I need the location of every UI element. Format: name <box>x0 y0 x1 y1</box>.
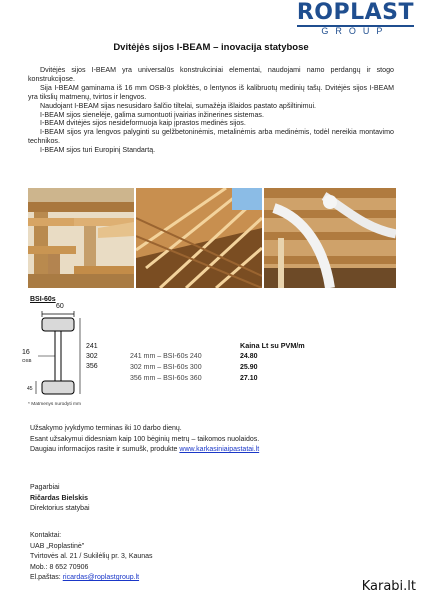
page-title: Dvitėjės sijos I-BEAM – inovacija statybose <box>113 42 309 53</box>
height-labels <box>86 342 98 372</box>
paragraph: I-BEAM sijos yra lengvos palyginti su gelžbetoninėmis, metalinėmis arba medinėmis, todėl nereikia montavimo technikos. <box>28 128 394 146</box>
order-discount: Esant užsakymui didesniam kaip 100 bėginių metrų – taikomos nuolaidos. <box>30 435 260 443</box>
photo-ceiling-ducts <box>264 188 396 288</box>
price-desc: 302 mm – BSI-60s 300 <box>130 364 202 371</box>
profile-label: BSI-60s <box>30 296 56 303</box>
photo-strip <box>28 188 396 288</box>
price-value: 24.80 <box>240 353 258 360</box>
contact-phone: Mob.: 8 652 70906 <box>30 563 89 571</box>
company-logo <box>297 2 414 36</box>
email-link[interactable]: ricardas@roplastgroup.lt <box>62 574 140 581</box>
price-desc: 241 mm – BSI-60s 240 <box>130 353 202 360</box>
contact-address: Tvirtovės al. 21 / Sukilėlių pr. 3, Kaunas <box>30 553 153 560</box>
signer-name: Ričardas Bielskis <box>30 494 88 502</box>
web-material-label: OSB <box>22 358 32 363</box>
price-desc: 356 mm – BSI-60s 360 <box>130 375 202 382</box>
price-row <box>130 353 258 360</box>
website-link[interactable]: www.karkasiniaipastatai.lt <box>179 446 260 453</box>
body-text <box>28 66 394 155</box>
height-302: 302 <box>86 353 98 360</box>
contact-heading: Kontaktai: <box>30 532 62 539</box>
photo-roof-framing <box>136 188 262 288</box>
price-row <box>130 375 258 382</box>
signature-block <box>30 483 90 515</box>
watermark: Karabi.lt <box>361 579 416 594</box>
ibeam-profile-drawing <box>22 302 108 411</box>
order-info <box>30 424 400 456</box>
logo-name: ROPLAST <box>296 0 414 25</box>
order-term: Užsakymo įvykdymo terminas iki 10 darbo dienų. <box>30 425 182 432</box>
email-label: El.paštas: <box>30 574 61 581</box>
price-row <box>130 364 258 371</box>
price-table-header: Kaina Lt su PVM/m <box>240 341 305 350</box>
contact-email <box>30 573 153 584</box>
contact-company: UAB „Roplastinė" <box>30 542 85 550</box>
paragraph: I-BEAM dvitėjės sijos nesideformuoja kaip įprastos medinės sijos. <box>40 119 246 128</box>
logo-sub: GROUP <box>321 26 390 36</box>
web-width-label: 16 <box>22 349 30 356</box>
paragraph: Sija I-BEAM gaminama iš 16 mm OSB-3 plokštės, o lentynos iš kalibruotų medinių tašų. Dvitėjės sijos I-BEAM yra tikslių matmenų, tvirtos ir lengvos. <box>28 83 394 101</box>
price-value: 25.90 <box>240 364 258 371</box>
dimensions-note: * Matmenys nurodyti mm <box>28 402 82 407</box>
paragraph: I-BEAM sijos sienelėje, galima sumontuoti įvairias inžinerines sistemas. <box>40 110 264 119</box>
order-more-info <box>30 445 400 456</box>
paragraph: Dvitėjės sijos I-BEAM yra universalūs konstrukciniai elementai, naudojami namo perdangų ir stogo konstrukcijose. <box>28 66 394 83</box>
more-info-text: Daugiau informacijos rasite ir sumušk, produkte <box>30 446 178 453</box>
flange-height-label: 45 <box>27 386 33 392</box>
price-value: 27.10 <box>240 375 258 382</box>
greeting: Pagarbiai <box>30 484 60 491</box>
photo-stacked-beams <box>28 188 134 288</box>
flange-width-label: 60 <box>56 303 64 310</box>
contact-block <box>30 531 153 584</box>
signer-role: Direktorius statybai <box>30 505 90 512</box>
height-241: 241 <box>86 343 98 350</box>
paragraph: I-BEAM sijos turi Europinį Standartą. <box>40 146 156 155</box>
height-356: 356 <box>86 363 98 370</box>
paragraph: Naudojant I-BEAM sijas nesusidaro šalčio tiltelai, sumažėja išlaidos pastato apšiltinimui. <box>40 101 316 110</box>
